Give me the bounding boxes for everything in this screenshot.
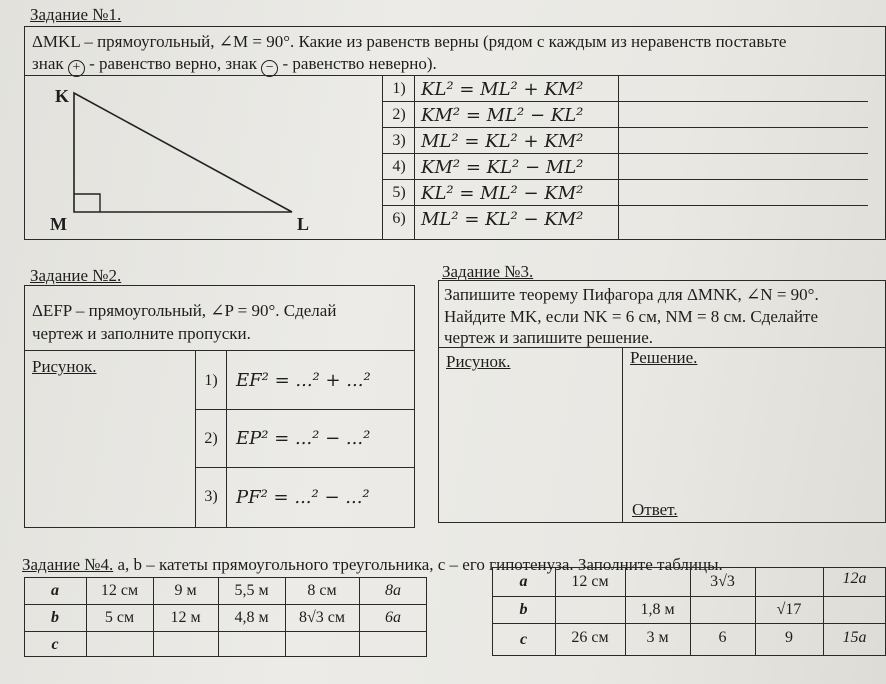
table-cell: 12a [842,570,867,587]
row-header-b: b [519,601,528,618]
table-cell: 6 [718,629,727,646]
task1-cond-a: знак [32,54,64,73]
equation [236,352,371,409]
row-header-b: b [51,609,59,626]
vertex-k-label: K [55,86,70,106]
task1-cond-b: - равенство верно, знак [89,54,257,73]
task1-title: Задание №1. [30,5,122,24]
row-header-a: a [51,582,59,599]
task1-condition-line1: ΔMKL – прямоугольный, ∠M = 90°. Какие из равенств верны (рядом с каждым из неравенств поставьте [32,32,787,51]
task1-condition-line2 [32,54,437,77]
task1-row [383,102,619,128]
equation: KM² = ML² − KL² [421,104,584,126]
task3-line2: Найдите MK, если NK = 6 см, NM = 8 см. Сделайте [444,307,818,326]
vertex-m-label: M [50,214,67,234]
task1-row [383,128,619,154]
task2-title: Задание №2. [30,266,122,285]
task3-answer-label: Ответ. [632,500,678,519]
equation-text: EP² = ...² − ...² [236,428,371,449]
table-cell: 8 см [307,582,337,599]
task2-condition-line1: ΔEFP – прямоугольный, ∠P = 90°. Сделай [32,301,337,320]
task1-row [383,154,619,180]
table-cell: 8√3 см [298,609,345,626]
task3-line3: чертеж и запишите решение. [444,328,654,347]
equation-text: PF² = ...² − ...² [236,486,370,508]
row-header-c: c [519,631,528,648]
triangle-mkl [74,93,292,212]
table-cell: 4,8 м [234,609,269,626]
vertex-l-label: L [297,214,310,234]
divider [622,347,623,523]
task1-row [383,76,619,102]
divider [226,350,227,528]
row-number: 3) [204,488,218,505]
task3-title: Задание №3. [442,262,534,281]
task4-condition: a, b – катеты прямоугольного треугольника, c – его гипотенуза. Заполните таблицы. [117,555,723,574]
table-cell: 12 см [571,573,609,590]
table-cell: 9 м [174,582,197,599]
table-cell: 3 м [646,629,669,646]
task1-cond-c: - равенство неверно). [282,54,437,73]
table-cell: 6a [385,609,401,626]
table-cell: 12 см [100,582,139,599]
task3-line1: Запишите теорему Пифагора для ΔMNK, ∠N = 90°. [444,285,819,304]
row-number: 1) [392,80,406,97]
minus-circle-icon: − [261,60,278,77]
task3-drawing-label: Рисунок. [446,352,511,371]
task1-row [383,180,619,206]
equation: KL² = ML² + KM² [421,78,584,100]
table-cell: 5 см [104,609,135,626]
table-cell: 8a [385,582,401,599]
row-number: 2) [204,429,218,447]
row-number: 1) [204,371,218,389]
row-number: 3) [392,132,406,149]
row-number: 2) [392,106,406,123]
table-cell: 15a [842,629,867,646]
divider [24,350,415,351]
table-cell: 26 см [571,629,609,646]
equation: ML² = KL² − KM² [421,208,584,230]
table-cell: 1,8 м [640,601,675,618]
row-header-a: a [519,573,528,590]
row-number: 6) [392,210,406,227]
task1-row [383,206,619,232]
table-cell: 5,5 м [234,582,269,599]
table-cell: 3√3 [710,573,735,590]
equation-text: EF² = ...² + ...² [236,370,371,391]
table-cell: 9 [785,629,793,646]
right-angle-mark [74,194,100,212]
equation [236,410,370,467]
triangle-mkl-figure [60,85,320,230]
equation: KL² = ML² − KM² [421,182,584,204]
row-number: 4) [392,158,406,175]
task2-condition-line2: чертеж и заполните пропуски. [32,324,251,343]
table-cell: √17 [776,601,802,618]
equation [236,468,370,526]
task4-title: Задание №4. [22,555,114,574]
equation: KM² = KL² − ML² [421,156,584,178]
equation: ML² = KL² + KM² [421,130,584,152]
row-number: 5) [392,184,406,201]
task3-solution-label: Решение. [630,348,698,367]
task2-drawing-label: Рисунок. [32,357,97,376]
plus-circle-icon: + [68,60,85,77]
table-cell: 12 м [170,609,201,626]
row-header-c: c [51,635,59,653]
